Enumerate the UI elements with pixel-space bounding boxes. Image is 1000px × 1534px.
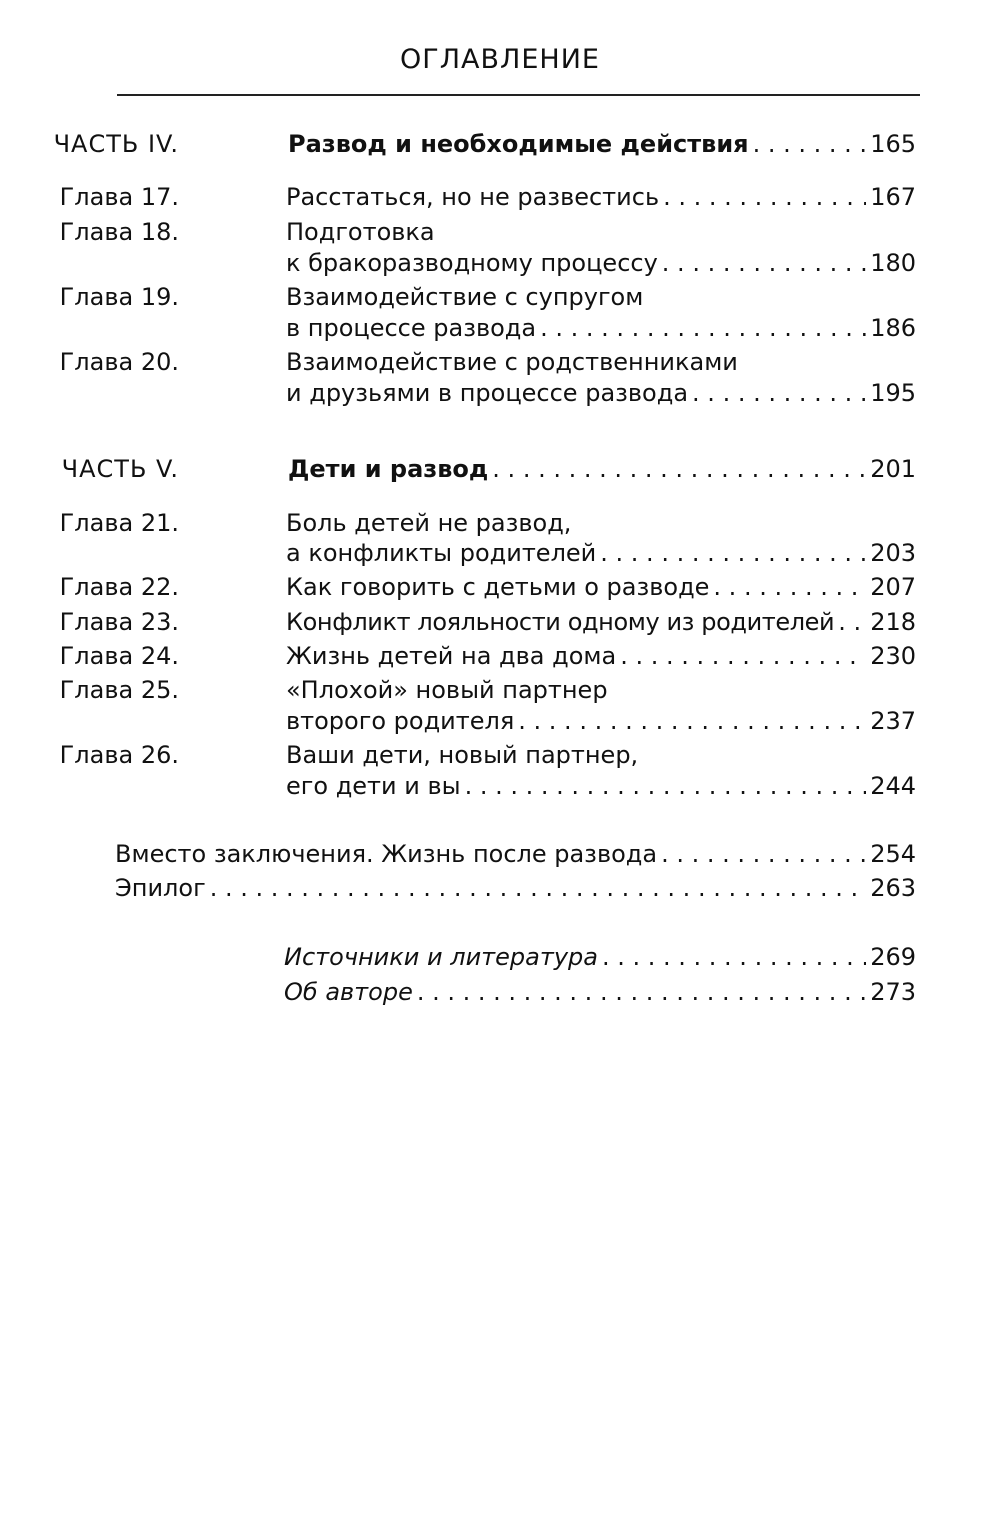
dot-leader <box>662 246 866 281</box>
dot-leader <box>465 769 867 804</box>
chapter-title: Взаимодействие с супругом <box>286 283 644 311</box>
chapter-label: Глава 23. <box>59 608 179 636</box>
page-number: 186 <box>870 314 916 342</box>
chapter-title: Жизнь детей на два дома <box>286 642 617 670</box>
page-number: 195 <box>870 379 916 407</box>
chapter-title-continued: второго родителя <box>286 707 515 735</box>
chapter-label: Глава 26. <box>59 741 179 769</box>
chapter-title: Как говорить с детьми о разводе <box>286 573 710 601</box>
page-number: 218 <box>870 608 916 636</box>
chapter-title-continued: его дети и вы <box>286 772 461 800</box>
dot-leader <box>602 940 866 975</box>
toc-chapter-25-line-1[interactable] <box>59 673 916 708</box>
chapter-title-continued: в процессе развода <box>286 314 537 342</box>
dot-leader <box>518 704 866 739</box>
chapter-title: Подготовка <box>286 218 435 246</box>
toc-chapter-17[interactable] <box>59 180 916 215</box>
chapter-label: Глава 21. <box>59 509 179 537</box>
toc-chapter-19-line-1[interactable] <box>59 280 916 315</box>
part-label: ЧАСТЬ IV. <box>53 130 179 158</box>
chapter-title: Конфликт лояльности одному из родителей <box>286 608 835 636</box>
page-number: 167 <box>870 183 916 211</box>
toc-chapter-24[interactable] <box>59 639 916 674</box>
toc-chapter-26-line-1[interactable] <box>59 738 916 773</box>
toc-part-4[interactable] <box>53 127 916 162</box>
chapter-label: Глава 19. <box>59 283 179 311</box>
chapter-label: Глава 25. <box>59 676 179 704</box>
dot-leader <box>713 570 866 605</box>
dot-leader <box>661 837 866 872</box>
toc-conclusion[interactable] <box>115 837 916 872</box>
toc-chapter-18-line-2[interactable] <box>286 246 916 281</box>
toc-chapter-21-line-2[interactable] <box>286 536 916 571</box>
toc-chapter-20-line-1[interactable] <box>59 345 916 380</box>
page-number: 201 <box>870 455 916 483</box>
dot-leader <box>600 536 866 571</box>
chapter-title: Ваши дети, новый партнер, <box>286 741 639 769</box>
page-number: 254 <box>870 840 916 868</box>
toc-chapter-25-line-2[interactable] <box>286 704 916 739</box>
dot-leader <box>663 180 866 215</box>
toc-about-author[interactable] <box>284 975 916 1010</box>
chapter-label: Глава 20. <box>59 348 179 376</box>
page-number: 237 <box>870 707 916 735</box>
toc-chapter-19-line-2[interactable] <box>286 311 916 346</box>
heading-divider <box>117 94 920 96</box>
chapter-label: Глава 24. <box>59 642 179 670</box>
page-number: 273 <box>870 978 916 1006</box>
page-number: 165 <box>870 130 916 158</box>
chapter-label: Глава 18. <box>59 218 179 246</box>
toc-sources[interactable] <box>284 940 916 975</box>
toc-chapter-18-line-1[interactable] <box>59 215 916 250</box>
chapter-title-continued: к бракоразводному процессу <box>286 249 658 277</box>
entry-title: Эпилог <box>115 874 206 902</box>
chapter-title: Взаимодействие с родственниками <box>286 348 738 376</box>
page-number: 207 <box>870 573 916 601</box>
chapter-label: Глава 17. <box>59 183 179 211</box>
dot-leader <box>492 452 866 487</box>
part-title: Дети и развод <box>288 455 489 483</box>
chapter-title: Расстаться, но не развестись <box>286 183 660 211</box>
page-number: 180 <box>870 249 916 277</box>
dot-leader <box>540 311 866 346</box>
page-number: 269 <box>870 943 916 971</box>
chapter-title: Боль детей не развод, <box>286 509 572 537</box>
entry-title: Об авторе <box>284 978 413 1006</box>
page-number: 263 <box>870 874 916 902</box>
toc-chapter-23[interactable] <box>59 605 916 640</box>
page-number: 203 <box>870 539 916 567</box>
entry-title: Источники и литература <box>284 943 598 971</box>
chapter-title-continued: а конфликты родителей <box>286 539 597 567</box>
toc-part-5[interactable] <box>61 452 916 487</box>
page-number: 230 <box>870 642 916 670</box>
dot-leader <box>753 127 867 162</box>
dot-leader <box>620 639 866 674</box>
page-number: 244 <box>870 772 916 800</box>
dot-leader <box>210 871 867 906</box>
toc-chapter-26-line-2[interactable] <box>286 769 916 804</box>
dot-leader <box>692 376 866 411</box>
part-label: ЧАСТЬ V. <box>61 455 179 483</box>
chapter-title: «Плохой» новый партнер <box>286 676 608 704</box>
dot-leader <box>417 975 866 1010</box>
toc-epilogue[interactable] <box>115 871 916 906</box>
toc-chapter-20-line-2[interactable] <box>286 376 916 411</box>
chapter-title-continued: и друзьями в процессе развода <box>286 379 689 407</box>
page-title: ОГЛАВЛЕНИЕ <box>400 44 600 75</box>
entry-title: Вместо заключения. Жизнь после развода <box>115 840 658 868</box>
toc-chapter-22[interactable] <box>59 570 916 605</box>
part-title: Развод и необходимые действия <box>288 130 749 158</box>
dot-leader <box>838 605 866 640</box>
chapter-label: Глава 22. <box>59 573 179 601</box>
